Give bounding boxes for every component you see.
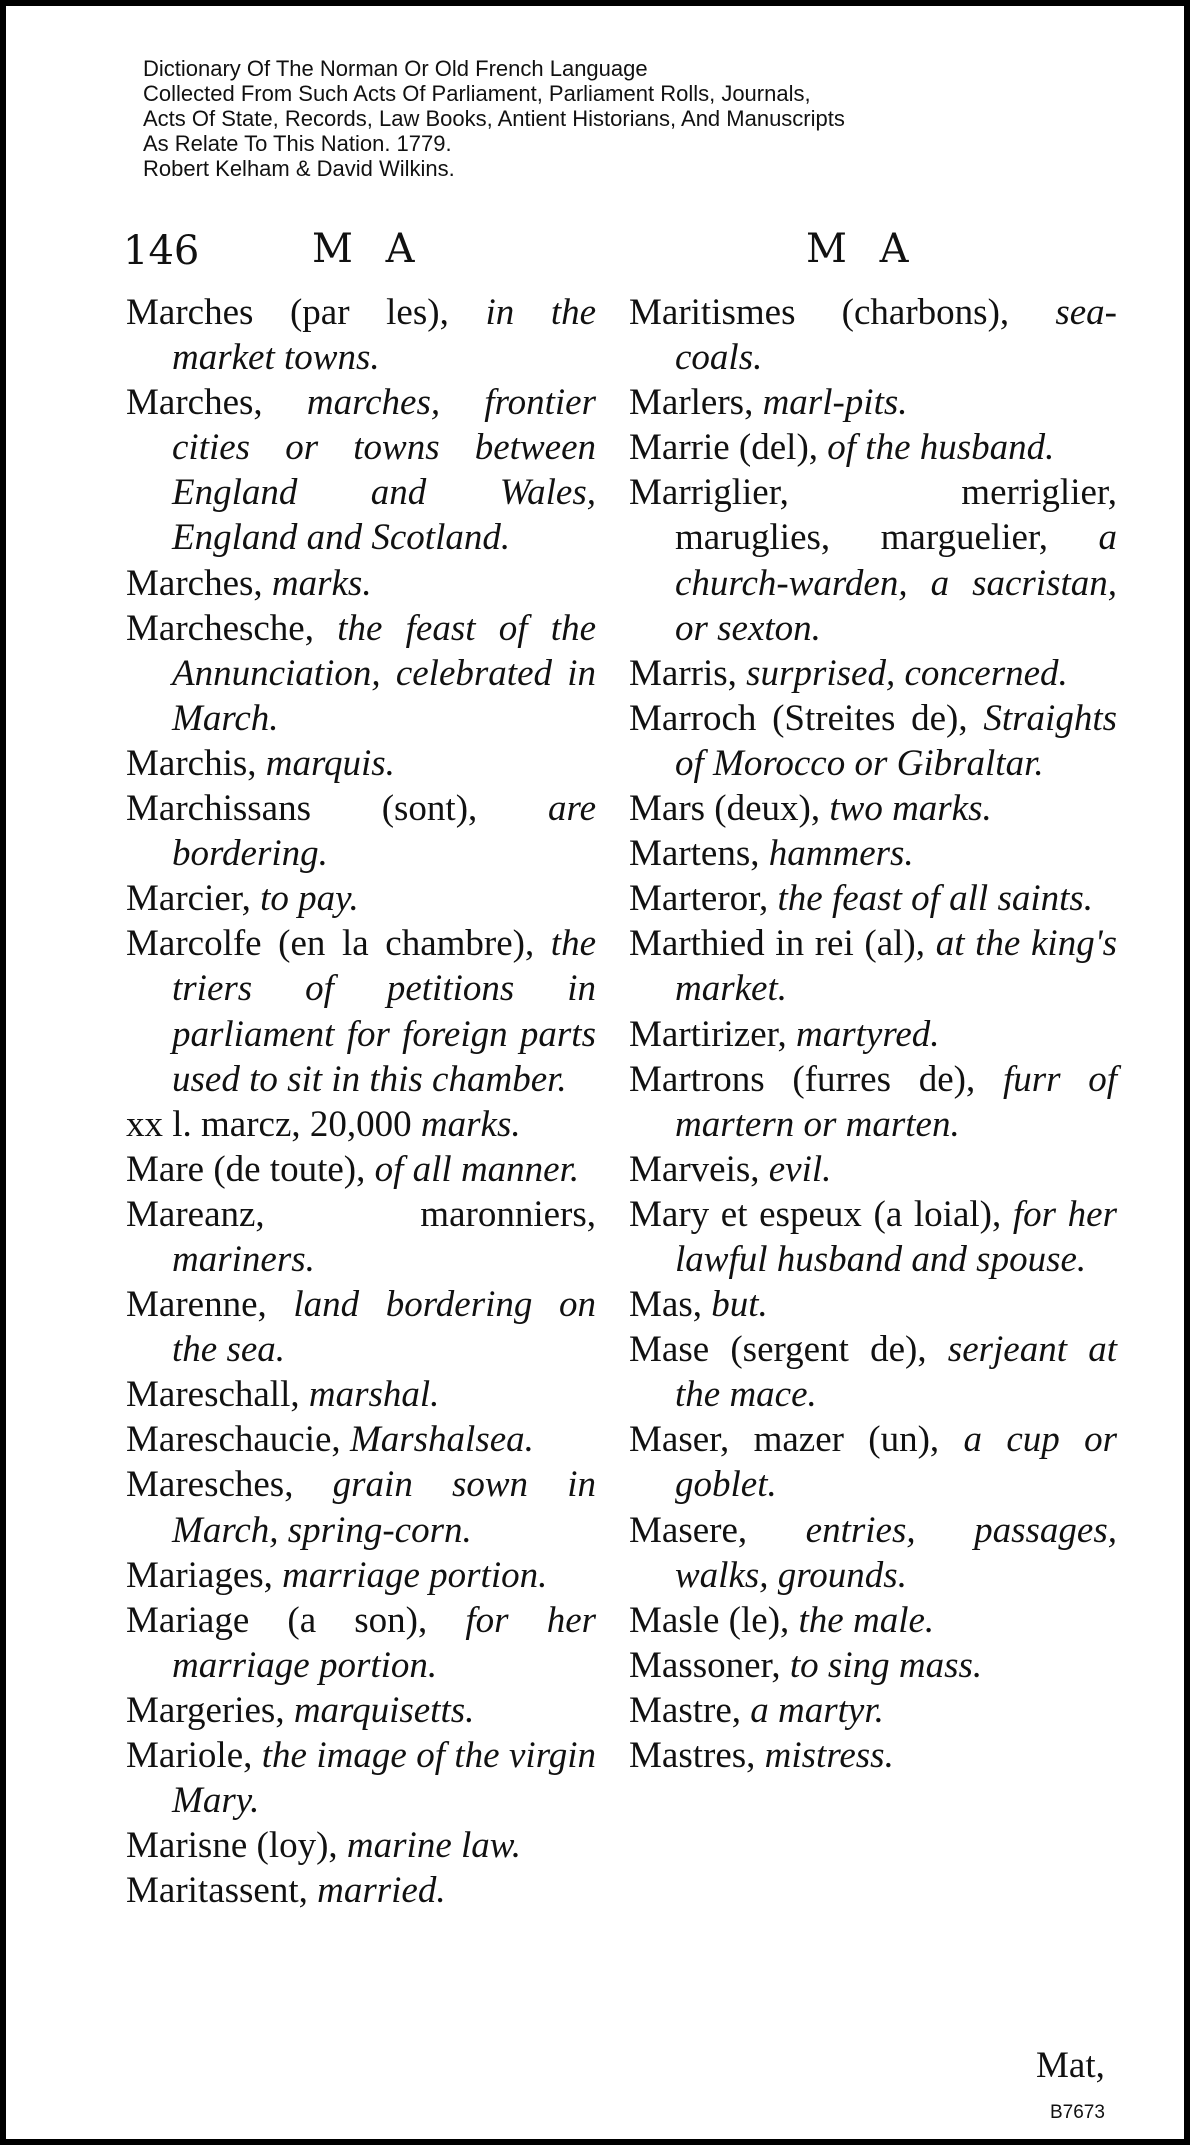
entry-gloss: marquisetts. [293,1689,475,1731]
entry-gloss: the feast of all saints. [777,878,1094,920]
dictionary-entry [126,290,596,380]
running-head-right: M A [806,226,919,272]
dictionary-entry [629,1057,1117,1147]
dictionary-entry [126,1553,596,1598]
entry-headword: Mareanz, maronniers, [126,1193,596,1235]
entry-gloss: a martyr. [750,1689,884,1731]
right-column [629,290,1117,1778]
entry-gloss: serjeant at the mace. [675,1329,1117,1416]
dictionary-entry [629,831,1117,876]
entry-gloss: the triers of petitions in parliament for foreign parts used to sit in this chamber. [172,923,596,1100]
entry-headword: Marriglier, merriglier, maruglies, marguelier, [629,472,1117,559]
entry-gloss: to pay. [260,878,359,920]
entry-headword: Marches, [126,562,263,604]
entry-gloss: Straights of Morocco or Gibraltar. [675,697,1118,784]
entry-gloss: martyred. [796,1013,940,1055]
page-number: 146 [123,228,200,274]
dictionary-entry [126,1417,596,1462]
entry-gloss: the feast of the Annunciation, celebrated in March. [172,607,596,739]
entry-headword: Martens, [629,833,760,875]
dictionary-entry [629,1417,1117,1507]
entry-headword: Maser, mazer (un), [629,1419,940,1461]
entry-headword: Marches (par les), [126,292,449,333]
dictionary-entry [629,876,1117,921]
entry-headword: Masle (le), [629,1599,790,1641]
dictionary-entry [629,1147,1117,1192]
header-note-line: Robert Kelham & David Wilkins. [143,156,455,181]
entry-headword: Marisne (loy), [126,1825,338,1867]
header-note-line: Dictionary Of The Norman Or Old French Language [143,56,648,81]
entry-headword: Marcier, [126,878,251,920]
entry-headword: Masere, [629,1509,748,1551]
dictionary-entry [629,651,1117,696]
entry-headword: Maritismes (charbons), [629,292,1010,333]
entry-headword: Marchesche, [126,607,314,649]
entry-headword: Marches, [126,382,263,424]
entry-gloss: furr of martern or marten. [675,1058,1118,1145]
entry-headword: Marthied in rei (al), [629,923,926,965]
running-head [6,222,1190,282]
dictionary-entry [126,561,596,606]
dictionary-entry [126,1462,596,1552]
entry-headword: Maresches, [126,1464,294,1506]
dictionary-entry [629,290,1117,380]
dictionary-entry [126,1102,596,1147]
entry-gloss: surprised, concerned. [746,652,1068,694]
dictionary-entry [629,470,1117,650]
dictionary-entry [126,1598,596,1688]
entry-headword: Mareschall, [126,1374,300,1416]
entry-gloss: to sing mass. [789,1644,983,1686]
dictionary-entry [629,1508,1117,1598]
entry-headword: Massoner, [629,1644,781,1686]
entry-headword: Mariages, [126,1554,273,1596]
header-note [143,56,1063,181]
entry-headword: Mastres, [629,1735,756,1776]
dictionary-entry [629,1282,1117,1327]
dictionary-entry [126,606,596,741]
entry-headword: Mastre, [629,1689,741,1731]
entry-headword: Marcolfe (en la chambre), [126,923,535,965]
entry-headword: Marveis, [629,1148,760,1190]
dictionary-entry [126,1192,596,1282]
dictionary-entry [126,876,596,921]
entry-gloss: at the king's market. [675,923,1118,1010]
entry-gloss: in the market towns. [172,292,597,379]
dictionary-entry [126,1688,596,1733]
entry-gloss: marks. [271,562,372,604]
dictionary-entry [629,1327,1117,1417]
dictionary-entry [629,1643,1117,1688]
entry-headword: Mary et espeux (a loial), [629,1193,1002,1235]
entry-headword: Mars (deux), [629,788,821,830]
entry-gloss: a cup or goblet. [675,1419,1118,1506]
header-note-line: Collected From Such Acts Of Parliament, Parliament Rolls, Journals, [143,81,811,106]
dictionary-entry [629,425,1117,470]
entry-headword: Marrie (del), [629,427,819,469]
entry-headword: Margeries, [126,1689,285,1731]
left-column [126,290,596,1913]
entry-headword: Martrons (furres de), [629,1058,976,1100]
dictionary-entry [126,1147,596,1192]
entry-gloss: marine law. [346,1825,521,1867]
dictionary-entry [126,1282,596,1372]
entry-gloss: hammers. [768,833,914,875]
entry-headword: Mase (sergent de), [629,1329,927,1371]
entry-headword: Mariage (a son), [126,1599,428,1641]
entry-gloss: marl-pits. [762,382,908,424]
entry-gloss: married. [317,1870,446,1912]
entry-headword: Marchis, [126,742,257,784]
dictionary-entry [629,1688,1117,1733]
dictionary-entry [126,380,596,560]
entry-gloss: grain sown in March, spring-corn. [172,1464,596,1551]
dictionary-entry [126,1372,596,1417]
entry-gloss: land bordering on the sea. [172,1284,596,1371]
entry-gloss: mariners. [172,1238,315,1280]
dictionary-entry [126,1868,596,1913]
dictionary-entry [126,741,596,786]
entry-gloss: mistress. [764,1735,894,1776]
entry-gloss: two marks. [829,788,992,830]
entry-headword: Marenne, [126,1284,267,1326]
catchword: Mat, [1036,2045,1105,2086]
dictionary-entry [126,786,596,876]
entry-headword: Mare (de toute), [126,1148,366,1190]
dictionary-entry [126,1733,596,1823]
dictionary-entry [629,921,1117,1011]
dictionary-entry [126,1823,596,1868]
running-head-left: M A [312,226,425,272]
entry-gloss: evil. [768,1148,832,1190]
dictionary-entry [629,1012,1117,1057]
header-note-line: Acts Of State, Records, Law Books, Antient Historians, And Manuscripts [143,106,845,131]
stamp-code: B7673 [1050,2102,1105,2123]
entry-gloss: for her marriage portion. [172,1599,597,1686]
entry-headword: Marroch (Streites de), [629,697,968,739]
entry-headword: Marris, [629,652,737,694]
entry-headword: Mariole, [126,1735,253,1776]
entry-gloss: are bordering. [172,788,596,875]
entry-gloss: of the husband. [827,427,1055,469]
entry-headword: Marteror, [629,878,769,920]
dictionary-entry [126,921,596,1101]
entry-gloss: a church-warden, a sacristan, or sexton. [675,517,1117,649]
dictionary-entry [629,786,1117,831]
entry-gloss: the male. [798,1599,935,1641]
entry-gloss: but. [711,1284,768,1326]
entry-headword: Mas, [629,1284,702,1326]
entry-headword: xx l. marcz, 20,000 [126,1103,412,1145]
entry-gloss: sea-coals. [675,292,1117,379]
dictionary-entry [629,1192,1117,1282]
entry-gloss: entries, passages, walks, grounds. [675,1509,1117,1596]
entry-gloss: marshal. [308,1374,440,1416]
entry-headword: Marlers, [629,382,754,424]
dictionary-entry [629,1598,1117,1643]
header-note-line: As Relate To This Nation. 1779. [143,131,452,156]
dictionary-entry [629,696,1117,786]
entry-gloss: the image of the virgin Mary. [172,1735,596,1822]
entry-headword: Marchissans (sont), [126,788,478,830]
entry-gloss: of all manner. [374,1148,580,1190]
entry-gloss: marches, frontier cities or towns between England and Wales, England and Scotland. [172,382,596,559]
dictionary-entry [629,1733,1117,1778]
dictionary-entry [629,380,1117,425]
entry-gloss: marquis. [265,742,395,784]
entry-headword: Maritassent, [126,1870,308,1912]
entry-gloss: for her lawful husband and spouse. [675,1193,1117,1280]
entry-gloss: Marshalsea. [349,1419,534,1461]
entry-headword: Martirizer, [629,1013,787,1055]
entry-gloss: marriage portion. [282,1554,548,1596]
entry-headword: Mareschaucie, [126,1419,341,1461]
entry-gloss: marks. [420,1103,521,1145]
